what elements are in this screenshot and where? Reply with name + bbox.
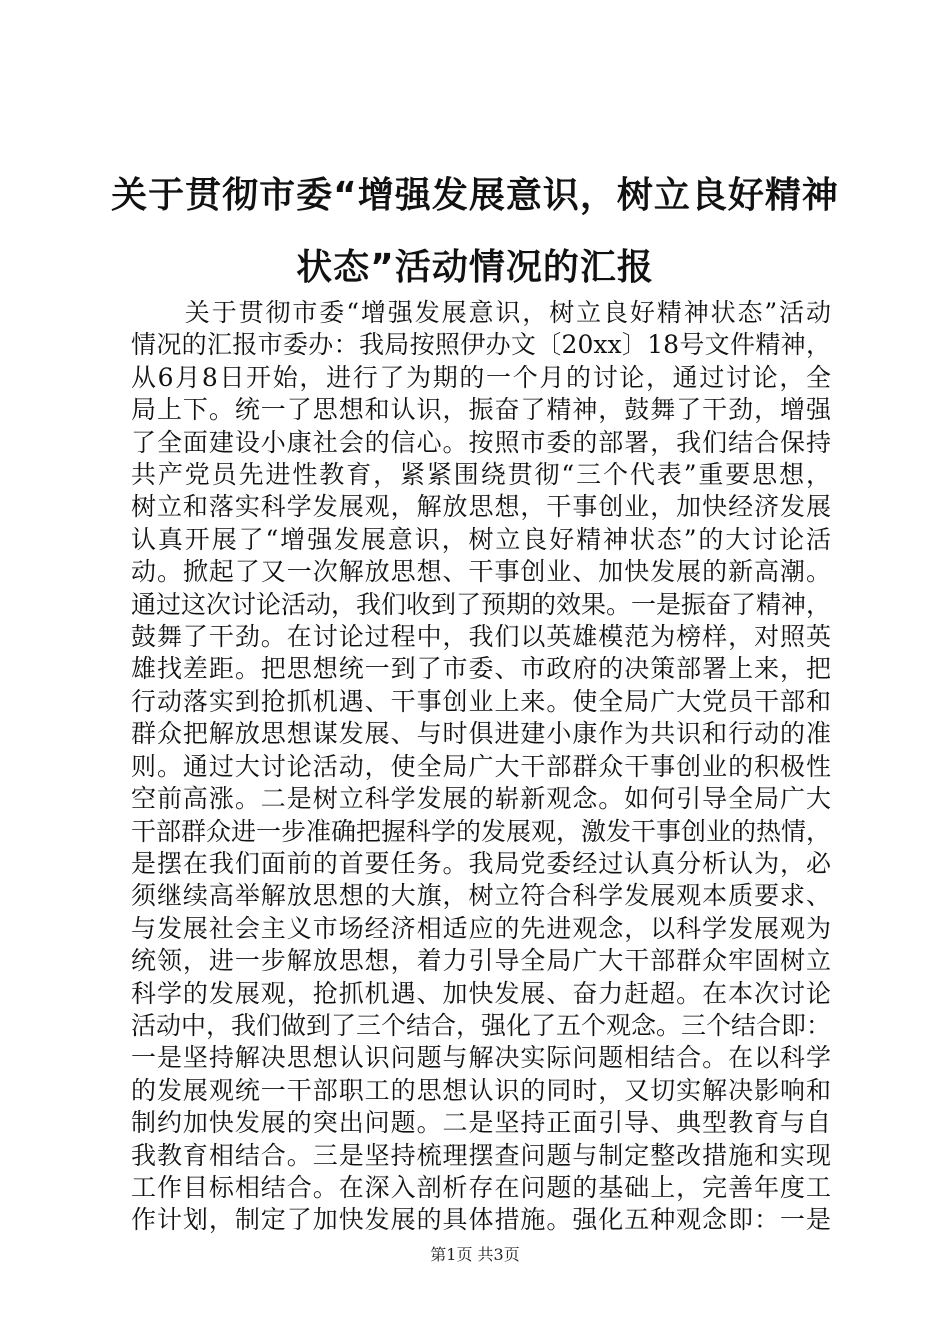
body-line: 树立和落实科学发展观，解放思想，干事创业，加快经济发展 (131, 492, 831, 522)
body-line: 的发展观统一干部职工的思想认识的同时，又切实解决影响和 (131, 1075, 831, 1105)
body-line: 与发展社会主义市场经济相适应的先进观念，以科学发展观为 (131, 913, 831, 943)
body-line: 工作目标相结合。在深入剖析存在问题的基础上，完善年度工 (131, 1172, 831, 1202)
body-line: 从6月8日开始，进行了为期的一个月的讨论，通过讨论，全 (131, 362, 831, 392)
body-line: 干部群众进一步准确把握科学的发展观，激发干事创业的热情， (131, 816, 831, 846)
body-line: 群众把解放思想谋发展、与时俱进建小康作为共识和行动的准 (131, 719, 831, 749)
body-line: 鼓舞了干劲。在讨论过程中，我们以英雄模范为榜样，对照英 (131, 622, 831, 652)
body-line: 局上下。统一了思想和认识，振奋了精神，鼓舞了干劲，增强 (131, 395, 831, 425)
body-line: 科学的发展观，抢抓机遇、加快发展、奋力赶超。在本次讨论 (131, 978, 831, 1008)
body-line: 作计划，制定了加快发展的具体措施。强化五种观念即：一是 (131, 1205, 831, 1235)
body-line: 空前高涨。二是树立科学发展的崭新观念。如何引导全局广大 (131, 784, 831, 814)
body-line: 动。掀起了又一次解放思想、干事创业、加快发展的新高潮。 (131, 557, 831, 587)
body-line: 共产党员先进性教育，紧紧围绕贯彻“三个代表”重要思想， (131, 460, 831, 490)
body-line: 雄找差距。把思想统一到了市委、市政府的决策部署上来，把 (131, 654, 831, 684)
body-line: 了全面建设小康社会的信心。按照市委的部署，我们结合保持 (131, 427, 831, 457)
body-line: 活动中，我们做到了三个结合，强化了五个观念。三个结合即： (131, 1010, 831, 1040)
document-title (100, 160, 850, 304)
body-line: 一是坚持解决思想认识问题与解决实际问题相结合。在以科学 (131, 1043, 831, 1073)
body-line: 是摆在我们面前的首要任务。我局党委经过认真分析认为，必 (131, 848, 831, 878)
body-line: 认真开展了“增强发展意识，树立良好精神状态”的大讨论活 (131, 524, 831, 554)
body-line: 通过这次讨论活动，我们收到了预期的效果。一是振奋了精神， (131, 589, 831, 619)
body-line: 制约加快发展的突出问题。二是坚持正面引导、典型教育与自 (131, 1108, 831, 1138)
page-number-footer: 第1页 共3页 (430, 1245, 520, 1264)
body-line: 则。通过大讨论活动，使全局广大干部群众干事创业的积极性 (131, 751, 831, 781)
title-line: 状态”活动情况的汇报 (296, 247, 654, 288)
document-body (131, 297, 831, 1237)
body-line: 行动落实到抢抓机遇、干事创业上来。使全局广大党员干部和 (131, 686, 831, 716)
body-line: 情况的汇报市委办：我局按照伊办文〔20xx〕18号文件精神， (131, 330, 831, 360)
body-line: 我教育相结合。三是坚持梳理摆查问题与制定整改措施和实现 (131, 1140, 831, 1170)
body-line: 统领，进一步解放思想，着力引导全局广大干部群众牢固树立 (131, 946, 831, 976)
body-line: 须继续高举解放思想的大旗，树立符合科学发展观本质要求、 (131, 881, 831, 911)
title-line: 关于贯彻市委“增强发展意识，树立良好精神 (111, 175, 839, 216)
body-line: 关于贯彻市委“增强发展意识，树立良好精神状态”活动 (131, 298, 831, 327)
